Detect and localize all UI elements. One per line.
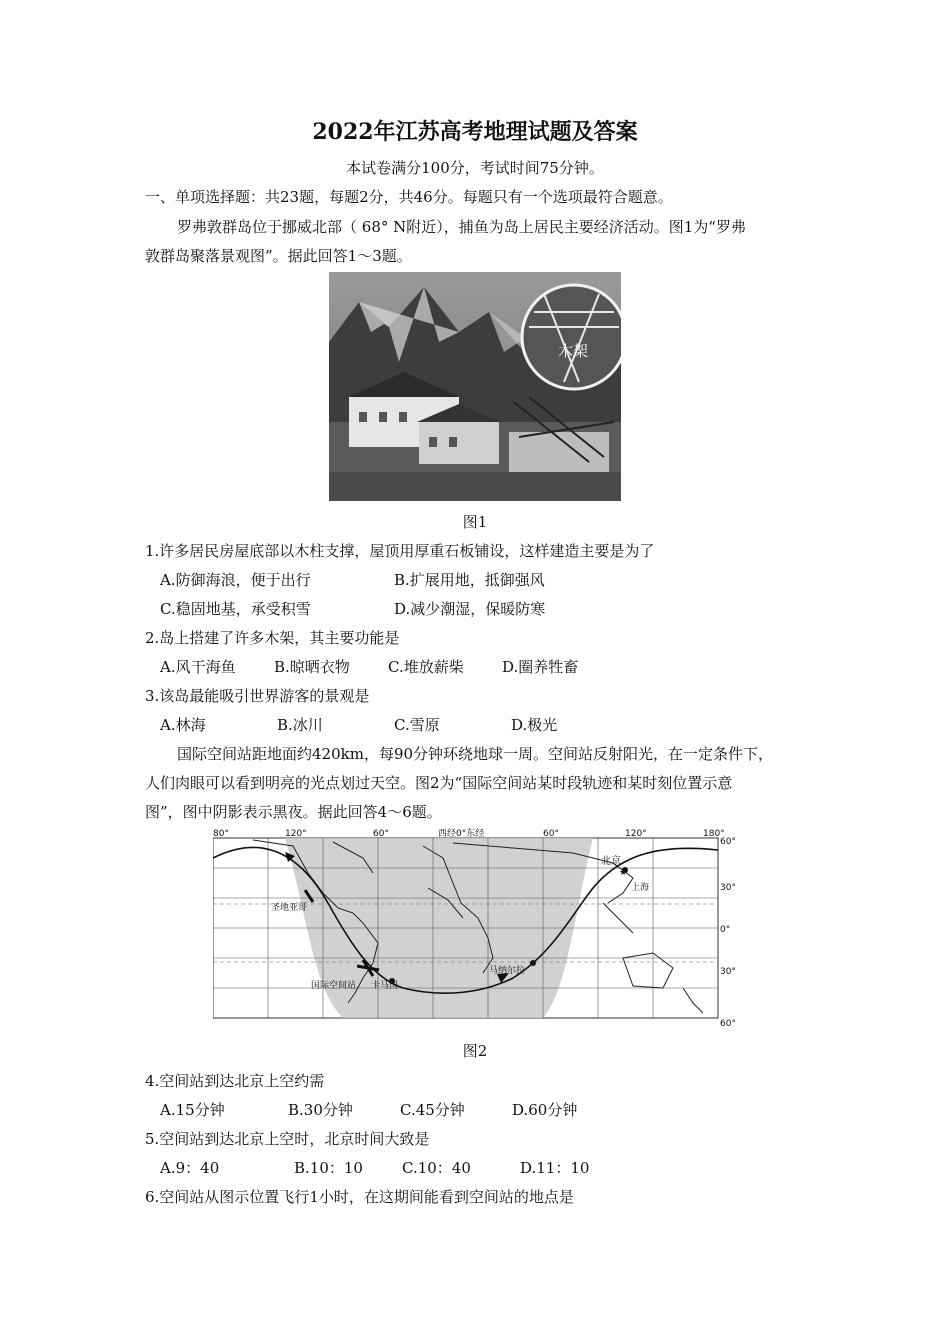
map-lat-label-0: 0°: [720, 925, 731, 935]
passage2-line3: 图”，图中阴影表示黑夜。据此回答4～6题。: [145, 803, 442, 821]
map-lon-label-180: 180°: [703, 829, 725, 839]
settlement-photo-drawing: [329, 272, 621, 501]
exam-subtitle: 本试卷满分100分，考试时间75分钟。: [346, 159, 604, 177]
question4-option-d: D.60分钟: [512, 1101, 578, 1119]
question5-option-d: D.11：10: [520, 1159, 590, 1177]
question4-stem: 4.空间站到达北京上空约需: [145, 1072, 325, 1090]
question1-option-a: A.防御海浪，便于出行: [160, 571, 311, 589]
svg-text:★: ★: [619, 868, 628, 878]
question3-option-d: D.极光: [511, 716, 558, 734]
map-lat-label-30n: 30°: [720, 883, 735, 893]
map-lat-label-30s: 30°: [720, 967, 735, 977]
iss-orbit-map: [213, 828, 735, 1028]
map-place-santiago: 圣地亚哥: [271, 903, 308, 913]
map-place-beijing: 北京: [601, 856, 621, 867]
map-lon-label-80w: 80°: [213, 829, 229, 839]
map-place-kama: 卡马国: [371, 981, 399, 991]
figure1-photo: [329, 272, 621, 501]
question4-option-b: B.30分钟: [288, 1101, 353, 1119]
question5-option-a: A.9：40: [160, 1159, 220, 1177]
figure2-caption: 图2: [462, 1042, 488, 1060]
question3-stem: 3.该岛最能吸引世界游客的景观是: [145, 687, 370, 705]
figure1-callout-label: 木架: [558, 342, 589, 360]
passage1-line1: 罗弗敦群岛位于挪威北部（ 68° N附近），捕鱼为岛上居民主要经济活动。图1为“罗弗: [177, 218, 746, 236]
map-lat-label-60s: 60°: [720, 1019, 735, 1028]
question3-option-b: B.冰川: [277, 716, 323, 734]
map-lon-label-0: 西经0°东经: [438, 829, 485, 839]
map-lon-label-60w: 60°: [373, 829, 389, 839]
passage1-line2: 敦群岛聚落景观图”。据此回答1～3题。: [145, 247, 412, 265]
map-place-manaerla: 马纳尔拉: [489, 966, 526, 976]
question2-stem: 2.岛上搭建了许多木架，其主要功能是: [145, 629, 400, 647]
map-lon-label-60e: 60°: [543, 829, 559, 839]
question1-stem: 1.许多居民房屋底部以木柱支撑，屋顶用厚重石板铺设，这样建造主要是为了: [145, 542, 655, 560]
question1-option-d: D.减少潮湿，保暖防寒: [394, 600, 546, 618]
question1-option-c: C.稳固地基，承受积雪: [160, 600, 311, 618]
question2-option-d: D.圈养牲畜: [502, 658, 579, 676]
map-lon-label-120e: 120°: [625, 829, 647, 839]
passage2-line2: 人们肉眼可以看到明亮的光点划过天空。图2为“国际空间站某时段轨迹和某时刻位置示意: [145, 774, 733, 792]
map-place-shanghai: 上海: [631, 883, 650, 893]
page-title: 2022年江苏高考地理试题及答案: [312, 119, 638, 145]
question2-option-b: B.晾晒衣物: [274, 658, 350, 676]
figure1-caption: 图1: [462, 513, 488, 531]
question4-option-a: A.15分钟: [160, 1101, 225, 1119]
question2-option-c: C.堆放薪柴: [388, 658, 464, 676]
passage2-line1: 国际空间站距地面约420km，每90分钟环绕地球一周。空间站反射阳光，在一定条件下，: [177, 745, 774, 763]
map-place-iss: 国际空间站: [311, 981, 357, 991]
figure2-map: [213, 828, 735, 1028]
question6-stem: 6.空间站从图示位置飞行1小时，在这期间能看到空间站的地点是: [145, 1188, 574, 1206]
map-lon-label-120w: 120°: [285, 829, 307, 839]
question5-stem: 5.空间站到达北京上空时，北京时间大致是: [145, 1130, 430, 1148]
question5-option-c: C.10：40: [402, 1159, 471, 1177]
question5-option-b: B.10：10: [294, 1159, 363, 1177]
map-lat-label-60n: 60°: [720, 837, 735, 847]
section-heading: 一、单项选择题：共23题，每题2分，共46分。每题只有一个选项最符合题意。: [145, 188, 673, 206]
question3-option-c: C.雪原: [394, 716, 440, 734]
question4-option-c: C.45分钟: [400, 1101, 465, 1119]
question3-option-a: A.林海: [160, 716, 206, 734]
question1-option-b: B.扩展用地，抵御强风: [394, 571, 545, 589]
question2-option-a: A.风干海鱼: [160, 658, 236, 676]
